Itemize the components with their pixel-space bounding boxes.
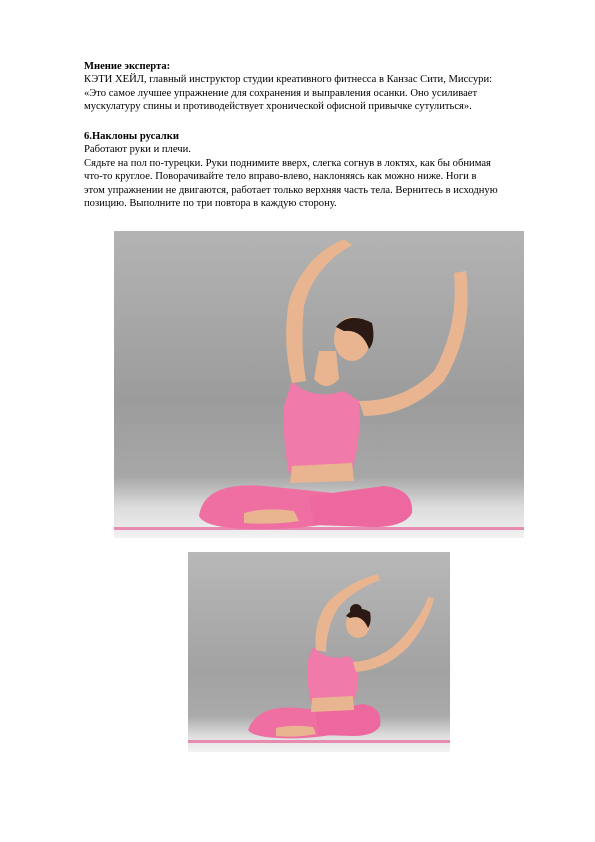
exercise-line: этом упражнении не двигаются, работает только верхняя часть тела. Вернитесь в исходную bbox=[84, 184, 498, 196]
exercise-section bbox=[84, 130, 554, 210]
exercise-line: Сядьте на пол по-турецки. Руки поднимите вверх, слегка согнув в локтях, как бы обнимая bbox=[84, 157, 491, 169]
exercise-photo-large bbox=[114, 231, 524, 538]
expert-line: мускулатуру спины и противодействует хронической офисной привычке сутулиться». bbox=[84, 101, 472, 113]
mermaid-stretch-illustration-alt bbox=[188, 552, 450, 752]
expert-heading: Мнение эксперта: bbox=[84, 61, 171, 72]
exercise-line: позицию. Выполните по три повтора в каждую сторону. bbox=[84, 198, 337, 210]
expert-line: КЭТИ ХЕЙЛ, главный инструктор студии креативного фитнесса в Канзас Сити, Миссури: bbox=[84, 74, 493, 86]
expert-opinion-section bbox=[84, 60, 554, 114]
exercise-subtitle: Работают руки и плечи. bbox=[84, 144, 191, 156]
exercise-line: что-то круглое. Поворачивайте тело вправо-влево, наклоняясь как можно ниже. Ноги в bbox=[84, 171, 477, 183]
expert-line: «Это самое лучшее упражнение для сохранения и выправления осанки. Оно усиливает bbox=[84, 87, 478, 99]
exercise-title: 6.Наклоны русалки bbox=[84, 131, 179, 142]
mermaid-stretch-illustration bbox=[114, 231, 524, 538]
exercise-photo-small bbox=[188, 552, 450, 752]
